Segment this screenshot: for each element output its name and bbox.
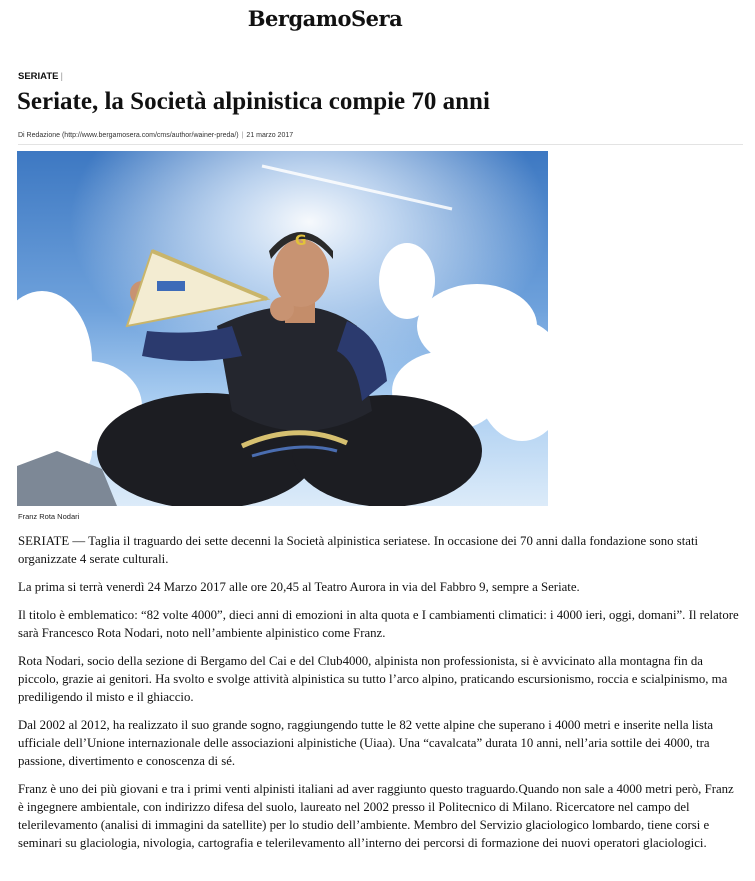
section-separator: |: [60, 71, 63, 82]
section-link[interactable]: SERIATE: [18, 71, 59, 82]
article-title: Seriate, la Società alpinistica compie 70 anni: [17, 88, 490, 115]
author-link[interactable]: Di Redazione (http://www.bergamosera.com/cms/author/wainer-preda/): [18, 132, 239, 139]
site-logo[interactable]: BergamoSera: [247, 6, 403, 31]
paragraph: Franz è uno dei più giovani e tra i primi venti alpinisti italiani ad aver raggiunto questo traguardo.Quando non sale a 4000 metri però, Franz è ingegnere ambientale, con indirizzo difesa del suolo, laureato nel 2002 presso il Politecnico di Milano. Ricercatore nel campo del telerilevamento (analisi di immagini da satellite) per lo studio dell’ambiente. Membro del Servizio glaciologico lombardo, tiene corsi e seminari su glaciologia, nivologia, cartografia e telerilevamento all’interno dei percorsi di formazione dei nuovi operatori glaciologici.: [18, 782, 734, 850]
image-caption: Franz Rota Nodari: [18, 512, 80, 521]
byline-divider: |: [241, 132, 244, 139]
article-photo: [17, 151, 548, 506]
article-body: [18, 532, 742, 862]
publish-date: 21 marzo 2017: [246, 132, 294, 139]
paragraph: La prima si terrà venerdì 24 Marzo 2017 alle ore 20,45 al Teatro Aurora in via del Fabbro 9, sempre a Seriate.: [18, 580, 580, 594]
byline: [18, 132, 293, 139]
paragraph: Dal 2002 al 2012, ha realizzato il suo grande sogno, raggiungendo tutte le 82 vette alpine che superano i 4000 metri e inserite nella lista ufficiale dell’Unione internazionale delle associazioni alpinistiche (Uiaa). Una “cavalcata” durata 10 anni, nell’aria sottile dei 4000, tra passione, divertimento e conoscenza di sé.: [18, 718, 714, 768]
header-divider: [18, 144, 743, 145]
paragraph: Il titolo è emblematico: “82 volte 4000”, dieci anni di emozioni in alta quota e I cambiamenti climatici: i 4000 ieri, oggi, domani”. Il relatore sarà Francesco Rota Nodari, noto nell’ambiente alpinistico come Franz.: [18, 608, 739, 640]
paragraph: SERIATE — Taglia il traguardo dei sette decenni la Società alpinistica seriatese. In occasione dei 70 anni dalla fondazione sono stati organizzate 4 serate culturali.: [18, 534, 699, 566]
svg-text:G: G: [295, 233, 307, 249]
photo-illustration: [17, 151, 548, 506]
section-label[interactable]: [18, 71, 63, 82]
paragraph: Rota Nodari, socio della sezione di Bergamo del Cai e del Club4000, alpinista non professionista, si è avvicinato alla montagna fin da piccolo, grazie ai genitori. Ha svolto e svolge attività alpinistica su tutto l’arco alpino, praticando escursionismo, roccia e scialpinismo, ma prediligendo il misto e il ghiaccio.: [18, 654, 728, 704]
